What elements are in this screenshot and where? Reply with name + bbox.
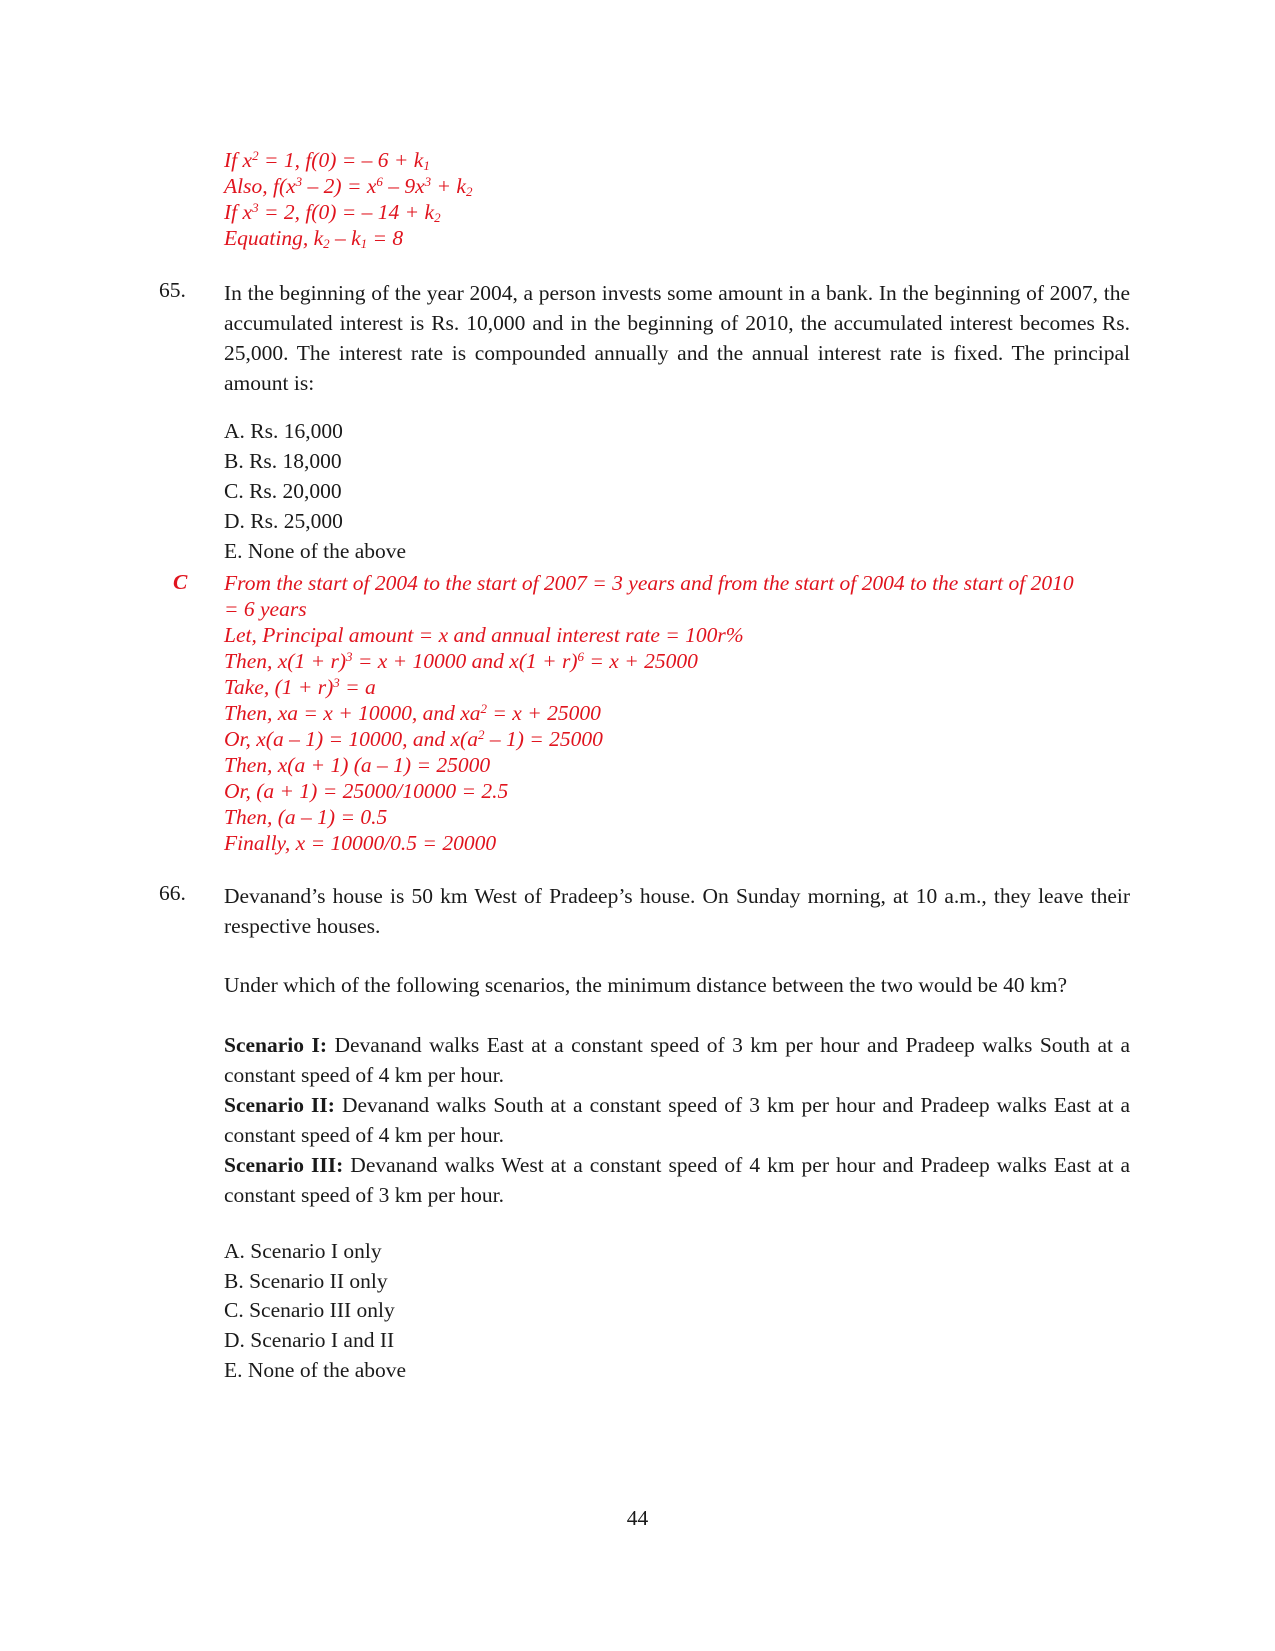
scenario-2-label: Scenario II: bbox=[224, 1093, 335, 1117]
prev-solution-line-1 bbox=[224, 147, 430, 173]
question-66-text: Devanand’s house is 50 km West of Pradeep’s house. On Sunday morning, at 10 a.m., they leave their respective houses. bbox=[224, 884, 1130, 938]
scenario-1-label: Scenario I: bbox=[224, 1033, 328, 1057]
scenario-3 bbox=[224, 1150, 1130, 1210]
text: = x + 25000 bbox=[487, 701, 601, 725]
superscript: 2 bbox=[480, 701, 488, 716]
superscript: 2 bbox=[477, 727, 485, 742]
q65-solution-line-5 bbox=[224, 674, 376, 700]
q65-solution-line-6 bbox=[224, 700, 601, 726]
question-66-prompt: Under which of the following scenarios, the minimum distance between the two would be 40 km? bbox=[224, 973, 1068, 997]
question-65-answer: C bbox=[173, 570, 188, 594]
text: – 2) = x bbox=[302, 174, 377, 198]
subscript: 2 bbox=[323, 236, 330, 251]
superscript: 3 bbox=[346, 649, 353, 664]
q65-solution-line-11: Finally, x = 10000/0.5 = 20000 bbox=[224, 831, 497, 855]
question-65-number: 65. bbox=[159, 278, 186, 302]
text: – 9x bbox=[382, 174, 425, 198]
q65-solution-line-2: = 6 years bbox=[224, 597, 307, 621]
page-number: 44 bbox=[626, 1506, 649, 1530]
question-66-option-b: B. Scenario II only bbox=[224, 1269, 388, 1293]
question-66-option-e: E. None of the above bbox=[224, 1358, 407, 1382]
text: – 1) = 25000 bbox=[484, 727, 603, 751]
superscript: 3 bbox=[333, 675, 340, 690]
prev-solution-line-3 bbox=[224, 199, 441, 225]
text: = 1, f(0) = – 6 + k bbox=[258, 148, 424, 172]
text: = 8 bbox=[367, 226, 404, 250]
q65-solution-line-8: Then, x(a + 1) (a – 1) = 25000 bbox=[224, 753, 491, 777]
scenario-2-text: Devanand walks South at a constant speed of 3 km per hour and Pradeep walks East at a constant speed of 4 km per hour. bbox=[224, 1093, 1130, 1147]
question-65-text: In the beginning of the year 2004, a person invests some amount in a bank. In the beginning of 2007, the accumulated interest is Rs. 10,000 and in the beginning of 2010, the accumulated interest becomes Rs. 25,000. The interest rate is compounded annually and the annual interest rate is fixed. The principal amount is: bbox=[224, 281, 1130, 395]
text: If x bbox=[224, 148, 253, 172]
q65-solution-line-4 bbox=[224, 648, 698, 674]
scenario-2 bbox=[224, 1090, 1130, 1150]
question-65-option-b: B. Rs. 18,000 bbox=[224, 449, 342, 473]
question-65-option-a: A. Rs. 16,000 bbox=[224, 419, 343, 443]
q65-solution-line-10: Then, (a – 1) = 0.5 bbox=[224, 805, 388, 829]
text: = a bbox=[339, 675, 376, 699]
question-65-option-c: C. Rs. 20,000 bbox=[224, 479, 342, 503]
text: Then, x(1 + r) bbox=[224, 649, 346, 673]
subscript: 1 bbox=[360, 236, 368, 251]
text: Equating, k bbox=[224, 226, 324, 250]
text: If x bbox=[224, 200, 253, 224]
text: Also, f(x bbox=[224, 174, 296, 198]
question-65-option-d: D. Rs. 25,000 bbox=[224, 509, 343, 533]
superscript: 3 bbox=[424, 174, 432, 189]
scenario-3-text: Devanand walks West at a constant speed of 4 km per hour and Pradeep walks East at a constant speed of 3 km per hour. bbox=[224, 1153, 1131, 1207]
prev-solution-line-4 bbox=[224, 225, 403, 251]
text: – k bbox=[329, 226, 361, 250]
q65-solution-line-9: Or, (a + 1) = 25000/10000 = 2.5 bbox=[224, 779, 509, 803]
q65-solution-line-7 bbox=[224, 726, 603, 752]
question-66-option-c: C. Scenario III only bbox=[224, 1298, 395, 1322]
superscript: 6 bbox=[376, 174, 383, 189]
superscript: 2 bbox=[252, 148, 259, 163]
question-66-option-d: D. Scenario I and II bbox=[224, 1328, 395, 1352]
text: + k bbox=[431, 174, 466, 198]
question-66-option-a: A. Scenario I only bbox=[224, 1239, 382, 1263]
superscript: 3 bbox=[295, 174, 303, 189]
superscript: 6 bbox=[577, 649, 585, 664]
text: Take, (1 + r) bbox=[224, 675, 334, 699]
text: Then, xa = x + 10000, and xa bbox=[224, 701, 481, 725]
text: = 2, f(0) = – 14 + k bbox=[258, 200, 435, 224]
q65-solution-line-1: From the start of 2004 to the start of 2007 = 3 years and from the start of 2004 to the start of 2010 bbox=[224, 571, 1074, 595]
text: Or, x(a – 1) = 10000, and x(a bbox=[224, 727, 478, 751]
subscript: 2 bbox=[434, 210, 441, 225]
subscript: 1 bbox=[423, 158, 430, 173]
q65-solution-line-3: Let, Principal amount = x and annual interest rate = 100r% bbox=[224, 623, 744, 647]
scenario-1-text: Devanand walks East at a constant speed of 3 km per hour and Pradeep walks South at a constant speed of 4 km per hour. bbox=[224, 1033, 1130, 1087]
text: = x + 10000 and x(1 + r) bbox=[352, 649, 578, 673]
question-66-number: 66. bbox=[159, 881, 186, 905]
superscript: 3 bbox=[252, 200, 259, 215]
text: = x + 25000 bbox=[584, 649, 698, 673]
subscript: 2 bbox=[465, 184, 473, 199]
scenario-1 bbox=[224, 1030, 1130, 1090]
question-65-option-e: E. None of the above bbox=[224, 539, 407, 563]
prev-solution-line-2 bbox=[224, 173, 472, 199]
scenario-3-label: Scenario III: bbox=[224, 1153, 344, 1177]
